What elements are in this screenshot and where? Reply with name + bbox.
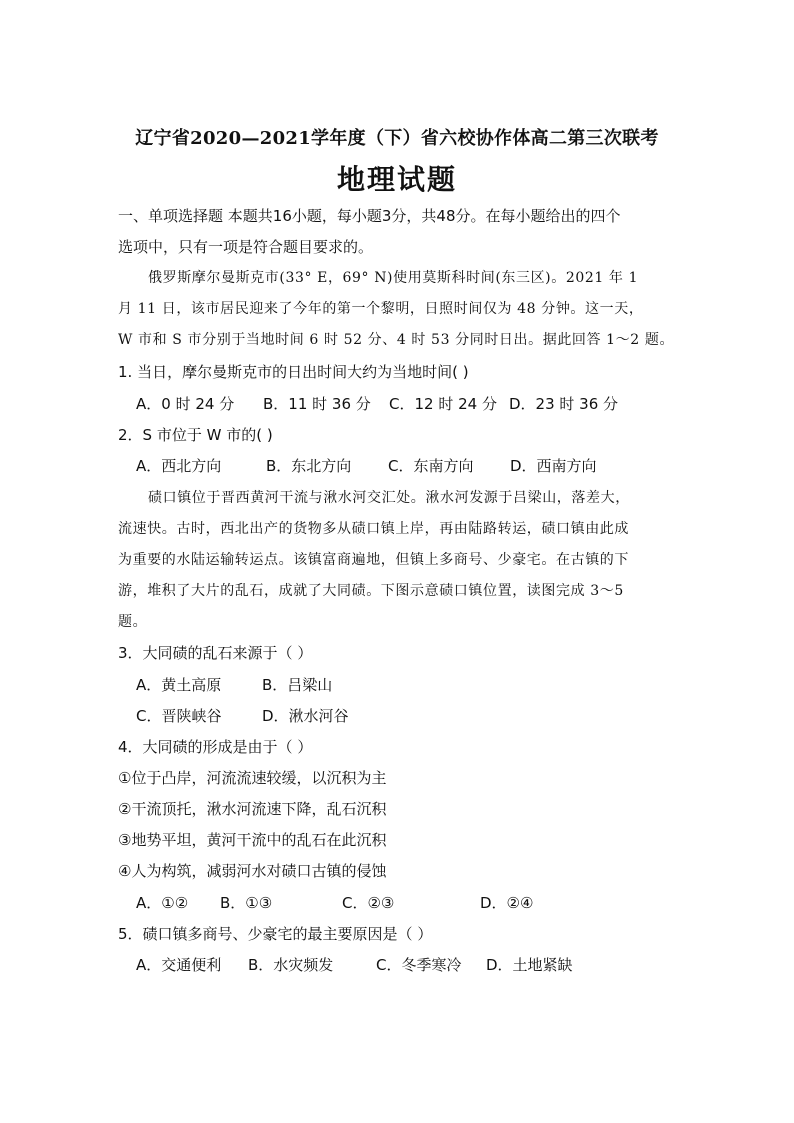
passage1-line-2: 月 11 日，该市居民迎来了今年的第一个黎明，日照时间仅为 48 分钟。这一天， bbox=[118, 301, 644, 317]
q4-statement-4: ④人为构筑，减弱河水对碛口古镇的侵蚀 bbox=[118, 862, 387, 880]
q5-option-d[interactable]: D．土地紧缺 bbox=[486, 956, 573, 974]
question-5-options bbox=[136, 955, 573, 975]
question-3-options-row-2 bbox=[136, 706, 349, 726]
q2-option-d[interactable]: D．西南方向 bbox=[510, 457, 597, 475]
passage1-line-3: W 市和 S 市分别于当地时间 6 时 52 分、4 时 53 分同时日出。据此回答 1～2 题。 bbox=[118, 332, 675, 348]
q4-option-b[interactable]: B．①③ bbox=[220, 894, 273, 912]
question-4-stem: 4．大同碛的形成是由于（ ） bbox=[118, 738, 313, 756]
question-2-stem: 2．S 市位于 W 市的( ) bbox=[118, 426, 273, 444]
question-4-options bbox=[136, 893, 533, 913]
question-5-stem: 5．碛口镇多商号、少豪宅的最主要原因是（ ） bbox=[118, 925, 433, 943]
q1-option-c[interactable]: C．12 时 24 分 bbox=[389, 395, 497, 413]
q5-option-a[interactable]: A．交通便利 bbox=[136, 956, 222, 974]
question-1-stem: 1. 当日，摩尔曼斯克市的日出时间大约为当地时间( ) bbox=[118, 363, 469, 381]
q4-option-c[interactable]: C．②③ bbox=[342, 894, 395, 912]
q1-option-a[interactable]: A．0 时 24 分 bbox=[136, 395, 235, 413]
passage2-line-2: 流速快。古时，西北出产的货物多从碛口镇上岸，再由陆路转运，碛口镇由此成 bbox=[118, 521, 629, 537]
q2-option-b[interactable]: B．东北方向 bbox=[266, 457, 352, 475]
q4-statement-1: ①位于凸岸，河流流速较缓，以沉积为主 bbox=[118, 769, 387, 787]
passage2-line-5: 题。 bbox=[118, 614, 148, 630]
q4-statement-3: ③地势平坦，黄河干流中的乱石在此沉积 bbox=[118, 831, 387, 849]
q5-option-c[interactable]: C．冬季寒冷 bbox=[376, 956, 462, 974]
passage2-line-4: 游，堆积了大片的乱石，成就了大同碛。下图示意碛口镇位置，读图完成 3～5 bbox=[118, 583, 624, 599]
q5-option-b[interactable]: B．水灾频发 bbox=[248, 956, 334, 974]
q2-option-c[interactable]: C．东南方向 bbox=[388, 457, 474, 475]
q2-option-a[interactable]: A．西北方向 bbox=[136, 457, 222, 475]
question-3-stem: 3．大同碛的乱石来源于（ ） bbox=[118, 644, 313, 662]
q3-option-d[interactable]: D．湫水河谷 bbox=[262, 707, 349, 725]
q1-option-d[interactable]: D．23 时 36 分 bbox=[509, 395, 619, 413]
question-1-options bbox=[136, 394, 618, 414]
q3-option-b[interactable]: B．吕梁山 bbox=[262, 676, 333, 694]
exam-title: 辽宁省2020—2021学年度（下）省六校协作体高二第三次联考 bbox=[135, 128, 659, 149]
passage2-line-3: 为重要的水陆运输转运点。该镇富商遍地，但镇上多商号、少豪宅。在古镇的下 bbox=[118, 552, 629, 568]
q4-option-d[interactable]: D．②④ bbox=[480, 894, 534, 912]
q4-statement-2: ②干流顶托，湫水河流速下降，乱石沉积 bbox=[118, 800, 387, 818]
passage2-line-1: 碛口镇位于晋西黄河干流与湫水河交汇处。湫水河发源于吕梁山，落差大， bbox=[148, 490, 630, 506]
q3-option-c[interactable]: C．晋陕峡谷 bbox=[136, 707, 222, 725]
subject-title: 地理试题 bbox=[336, 163, 457, 196]
question-2-options bbox=[136, 456, 597, 476]
q1-option-b[interactable]: B．11 时 36 分 bbox=[263, 395, 371, 413]
passage1-line-1: 俄罗斯摩尔曼斯克市(33° E，69° N)使用莫斯科时间(东三区)。2021 年 1 bbox=[148, 270, 639, 286]
q4-option-a[interactable]: A．①② bbox=[136, 894, 189, 912]
section-instruction-line-1: 一、单项选择题 本题共16小题，每小题3分，共48分。在每小题给出的四个 bbox=[118, 207, 621, 225]
q3-option-a[interactable]: A．黄土高原 bbox=[136, 676, 222, 694]
section-instruction-line-2: 选项中，只有一项是符合题目要求的。 bbox=[118, 238, 374, 256]
question-3-options-row-1 bbox=[136, 675, 332, 695]
